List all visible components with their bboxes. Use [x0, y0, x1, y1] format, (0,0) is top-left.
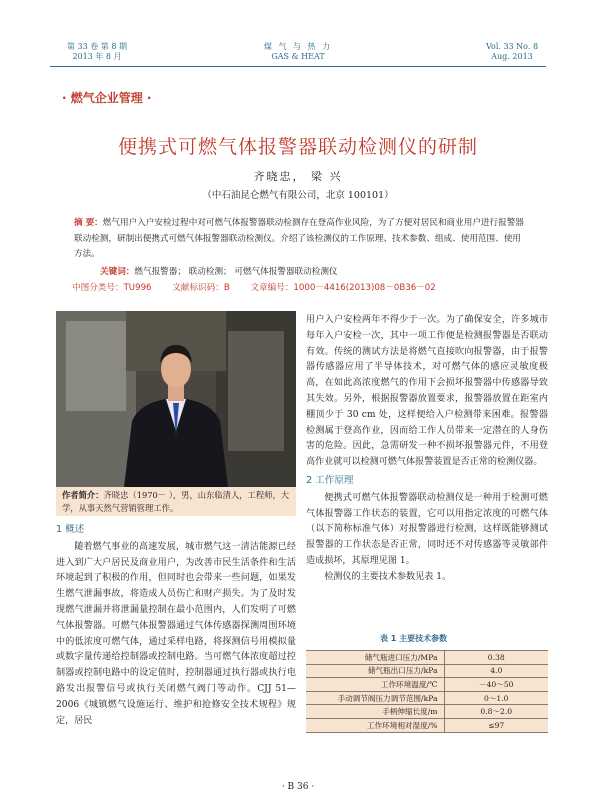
document-code: 文献标识码：B	[172, 283, 230, 293]
table-row	[306, 718, 548, 732]
overview-paragraph: 随着燃气事业的高速发展，城市燃气这一清洁能源已经进入到广大户居民及商业用户，为改善市民生活条件和生活环境起到了积极的作用，但同时也会带来一些问题，如果发生燃气泄漏事故，将造成人员伤亡和财产损失。为了及时发现燃气泄漏并将泄漏量控制在最小范围内，人们发明了可燃气体报警器。可燃气体报警器通过气体传感器探测周围环境中的低浓度可燃气体，通过采样电路，将探测信号用模拟量或数字量传递给控制器或控制电路。当可燃气体浓度超过控制器或控制电路中的设定值时，控制器通过执行器或执行电路发出报警信号或执行关闭燃气阀门等动作。CJJ 51—2006《城镇燃气设施运行、维护和抢修安全技术规程》规定，居民	[56, 541, 296, 726]
param-cell: 储气瓶进口压力/MPa	[306, 651, 444, 665]
keywords-text: 燃气报警器； 联动检测； 可燃气体报警器联动检测仪	[134, 267, 338, 277]
section-heading-principle: 2 工作原理	[306, 474, 354, 486]
affiliation: （中石油昆仑燃气有限公司，北京 100101）	[202, 190, 394, 201]
issue-date-en: Aug. 2013	[491, 52, 533, 61]
table-row	[306, 678, 548, 692]
value-cell: 0.8～2.0	[444, 705, 548, 719]
abstract-text: 燃气用户入户安检过程中对可燃气体报警器联动检测存在登高作业风险，为了方便对居民和商业用户进行报警器联动检测，研制出便携式可燃气体报警器联动检测仪。介绍了该检测仪的工作原理、技术参数、组成、使用范围、使用方法。	[74, 218, 524, 259]
issue-info-en	[476, 42, 548, 62]
value-cell: 0.38	[444, 651, 548, 665]
value-cell: 4.0	[444, 664, 548, 678]
journal-name-cn: 煤 气 与 热 力	[263, 42, 333, 51]
author-photo-illustration	[56, 311, 296, 487]
param-cell: 储气瓶出口压力/kPa	[306, 664, 444, 678]
author-bio	[56, 487, 296, 516]
keywords	[100, 265, 338, 277]
param-cell: 手动调节阀压力调节范围/kPa	[306, 691, 444, 705]
value-cell: －40～50	[444, 678, 548, 692]
author-bio-text: 齐晓忠（1970－ ），男，山东临清人，工程师，大学，从事天然气营销管理工作。	[62, 490, 290, 513]
table-row	[306, 705, 548, 719]
clc-number: 中图分类号：TU996	[72, 283, 152, 293]
issue-date: 2013 年 8 月	[72, 52, 122, 61]
abstract-label: 摘 要：	[74, 218, 103, 228]
table-row	[306, 691, 548, 705]
right-column	[306, 313, 548, 586]
author-bio-label: 作者简介：	[62, 490, 104, 500]
table-title: 表 1 主要技术参数	[380, 634, 448, 643]
section-tag: · 燃气企业管理 ·	[62, 91, 152, 105]
table-row	[306, 664, 548, 678]
right-paragraph-3: 检测仪的主要技术参数见表 1。	[324, 571, 452, 582]
author-photo	[56, 311, 296, 487]
page-number: · B 36 ·	[281, 782, 315, 792]
right-paragraph-2: 便携式可燃气体报警器联动检测仪是一种用于检测可燃气体报警器工作状态的装置，它可以用指定浓度的可燃气体（以下简称标准气体）对报警器进行检测，这样既能够测试报警器的工作状态是否正常，同时还不对传感器等灵敏部件造成损坏，其原理见图 1。	[306, 492, 548, 566]
classification	[72, 281, 454, 293]
keywords-label: 关键词：	[100, 267, 135, 277]
value-cell: ≤97	[444, 718, 548, 732]
param-cell: 工作环境温度/℃	[306, 678, 444, 692]
left-column	[56, 522, 296, 729]
volume-issue: 第 33 卷 第 8 期	[67, 42, 127, 51]
right-paragraph-1: 用户入户安检两年不得少于一次。为了确保安全，许多城市每年入户安检一次，其中一项工作便是检测报警器是否联动有效。传统的测试方法是将燃气直接吹向报警器，由于报警器传感器应用了半导体技术，对可燃气体的感应灵敏度极高，在如此高浓度燃气的作用下会损坏报警器中传感器导致其失效。另外，根据报警器放置要求，报警器放置在距室内棚顶少于 30 cm 处，这样便给入户检测带来困难。报警器检测属于登高作业，因而给工作人员带来一定潜在的人身伤害的危险。因此，急需研发一种不损坏报警器元件，不用登高作业就可以检测可燃气体报警装置是否正常的检测仪器。	[306, 315, 548, 468]
technical-parameters-table	[306, 650, 548, 733]
value-cell: 0～1.0	[444, 691, 548, 705]
volume-issue-en: Vol. 33 No. 8	[485, 42, 539, 51]
article-title: 便携式可燃气体报警器联动检测仪的研制	[117, 136, 478, 158]
article-number: 文章编号：1000－4416(2013)08－0B36－02	[250, 283, 436, 293]
authors: 齐晓忠， 梁 兴	[253, 170, 343, 183]
section-heading-overview: 1 概述	[56, 524, 85, 535]
abstract	[74, 216, 526, 263]
table-row	[306, 651, 548, 665]
param-cell: 工作环境相对湿度/%	[306, 718, 444, 732]
header-rule	[50, 66, 546, 67]
param-cell: 手柄伸缩长度/m	[306, 705, 444, 719]
journal-name-en: GAS & HEAT	[271, 52, 325, 61]
